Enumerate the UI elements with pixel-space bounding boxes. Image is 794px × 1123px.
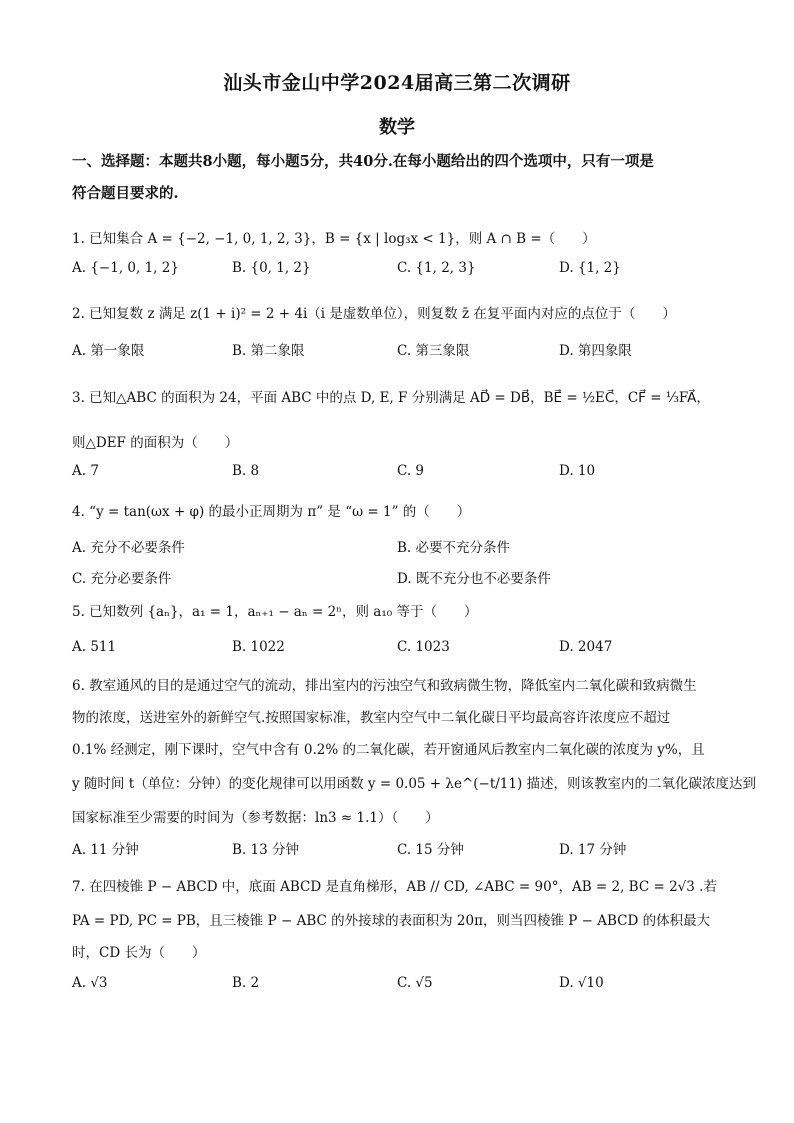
question-6-option-c: C. 15 分钟 xyxy=(397,842,464,858)
exam-title: 汕头市金山中学2024届高三第二次调研 xyxy=(223,72,571,94)
question-1-option-b: B. {0, 1, 2} xyxy=(232,260,311,276)
question-6-option-b: B. 13 分钟 xyxy=(232,842,299,858)
question-2-stem: 2. 已知复数 z 满足 z(1 + i)² = 2 + 4i（i 是虚数单位），则复数 z̄ 在复平面内对应的点位于（ ） xyxy=(72,306,676,322)
question-6-stem-line3: 0.1% 经测定，刚下课时，空气中含有 0.2% 的二氧化碳，若开窗通风后教室内二氧化碳的浓度为 y%，且 xyxy=(72,742,705,758)
question-6-option-d: D. 17 分钟 xyxy=(559,842,627,858)
question-3-stem-line2: 则△DEF 的面积为（ ） xyxy=(72,435,239,451)
question-3-option-a: A. 7 xyxy=(72,463,99,479)
question-4-option-b: B. 必要不充分条件 xyxy=(397,540,511,556)
question-3-option-c: C. 9 xyxy=(397,463,425,479)
question-7-option-a: A. √3 xyxy=(72,975,108,991)
subject-title: 数学 xyxy=(379,117,415,138)
question-4-option-a: A. 充分不必要条件 xyxy=(72,540,185,556)
question-3-option-b: B. 8 xyxy=(232,463,260,479)
question-1-option-a: A. {−1, 0, 1, 2} xyxy=(72,260,179,276)
question-6-stem-line1: 6. 教室通风的目的是通过空气的流动，排出室内的污浊空气和致病微生物，降低室内二氧化碳和致病微生 xyxy=(72,678,697,694)
question-4-option-d: D. 既不充分也不必要条件 xyxy=(397,571,551,587)
question-5-option-c: C. 1023 xyxy=(397,639,450,655)
question-5-option-a: A. 511 xyxy=(72,639,117,655)
question-7-option-c: C. √5 xyxy=(397,975,433,991)
question-7-stem-line1: 7. 在四棱锥 P − ABCD 中，底面 ABCD 是直角梯形，AB // CD, ∠ABC = 90°，AB = 2, BC = 2√3 .若 xyxy=(72,879,717,895)
question-3-stem-line1: 3. 已知△ABC 的面积为 24，平面 ABC 中的点 D, E, F 分别满足 AD⃗ = DB⃗，BE⃗ = ½EC⃗，CF⃗ = ⅓FA⃗， xyxy=(72,390,710,406)
question-2-option-d: D. 第四象限 xyxy=(559,343,632,359)
question-7-stem-line2: PA = PD, PC = PB，且三棱锥 P − ABC 的外接球的表面积为 20π，则当四棱锥 P − ABCD 的体积最大 xyxy=(72,913,711,929)
question-4-stem: 4. “y = tan(ωx + φ) 的最小正周期为 π” 是 “ω = 1” 的（ ） xyxy=(72,504,471,520)
question-6-stem-line2: 物的浓度，送进室外的新鲜空气.按照国家标准，教室内空气中二氧化碳日平均最高容许浓度应不超过 xyxy=(72,710,671,726)
question-2-option-c: C. 第三象限 xyxy=(397,343,470,359)
question-5-stem: 5. 已知数列 {aₙ}，a₁ = 1，aₙ₊₁ − aₙ = 2ⁿ，则 a₁₀ 等于（ ） xyxy=(72,604,478,620)
question-2-option-b: B. 第二象限 xyxy=(232,343,305,359)
question-1-stem: 1. 已知集合 A = {−2, −1, 0, 1, 2, 3}，B = {x | log₃x < 1}，则 A ∩ B =（ ） xyxy=(72,231,596,247)
question-7-option-b: B. 2 xyxy=(232,975,260,991)
question-5-option-d: D. 2047 xyxy=(559,639,613,655)
question-6-stem-line5: 国家标准至少需要的时间为（参考数据：ln3 ≈ 1.1）（ ） xyxy=(72,810,439,826)
question-3-option-d: D. 10 xyxy=(559,463,596,479)
section-heading-line1: 一、选择题：本题共8小题，每小题5分，共40分.在每小题给出的四个选项中，只有一项是 xyxy=(72,153,654,170)
question-6-option-a: A. 11 分钟 xyxy=(72,842,139,858)
question-6-stem-line4: y 随时间 t（单位：分钟）的变化规律可以用函数 y = 0.05 + λe^(−t/11) 描述，则该教室内的二氧化碳浓度达到 xyxy=(72,776,757,792)
question-7-option-d: D. √10 xyxy=(559,975,604,991)
question-2-option-a: A. 第一象限 xyxy=(72,343,145,359)
question-7-stem-line3: 时，CD 长为（ ） xyxy=(72,945,206,961)
question-5-option-b: B. 1022 xyxy=(232,639,285,655)
question-1-option-c: C. {1, 2, 3} xyxy=(397,260,476,276)
question-1-option-d: D. {1, 2} xyxy=(559,260,621,276)
section-heading-line2: 符合题目要求的. xyxy=(72,185,179,202)
question-4-option-c: C. 充分必要条件 xyxy=(72,571,172,587)
